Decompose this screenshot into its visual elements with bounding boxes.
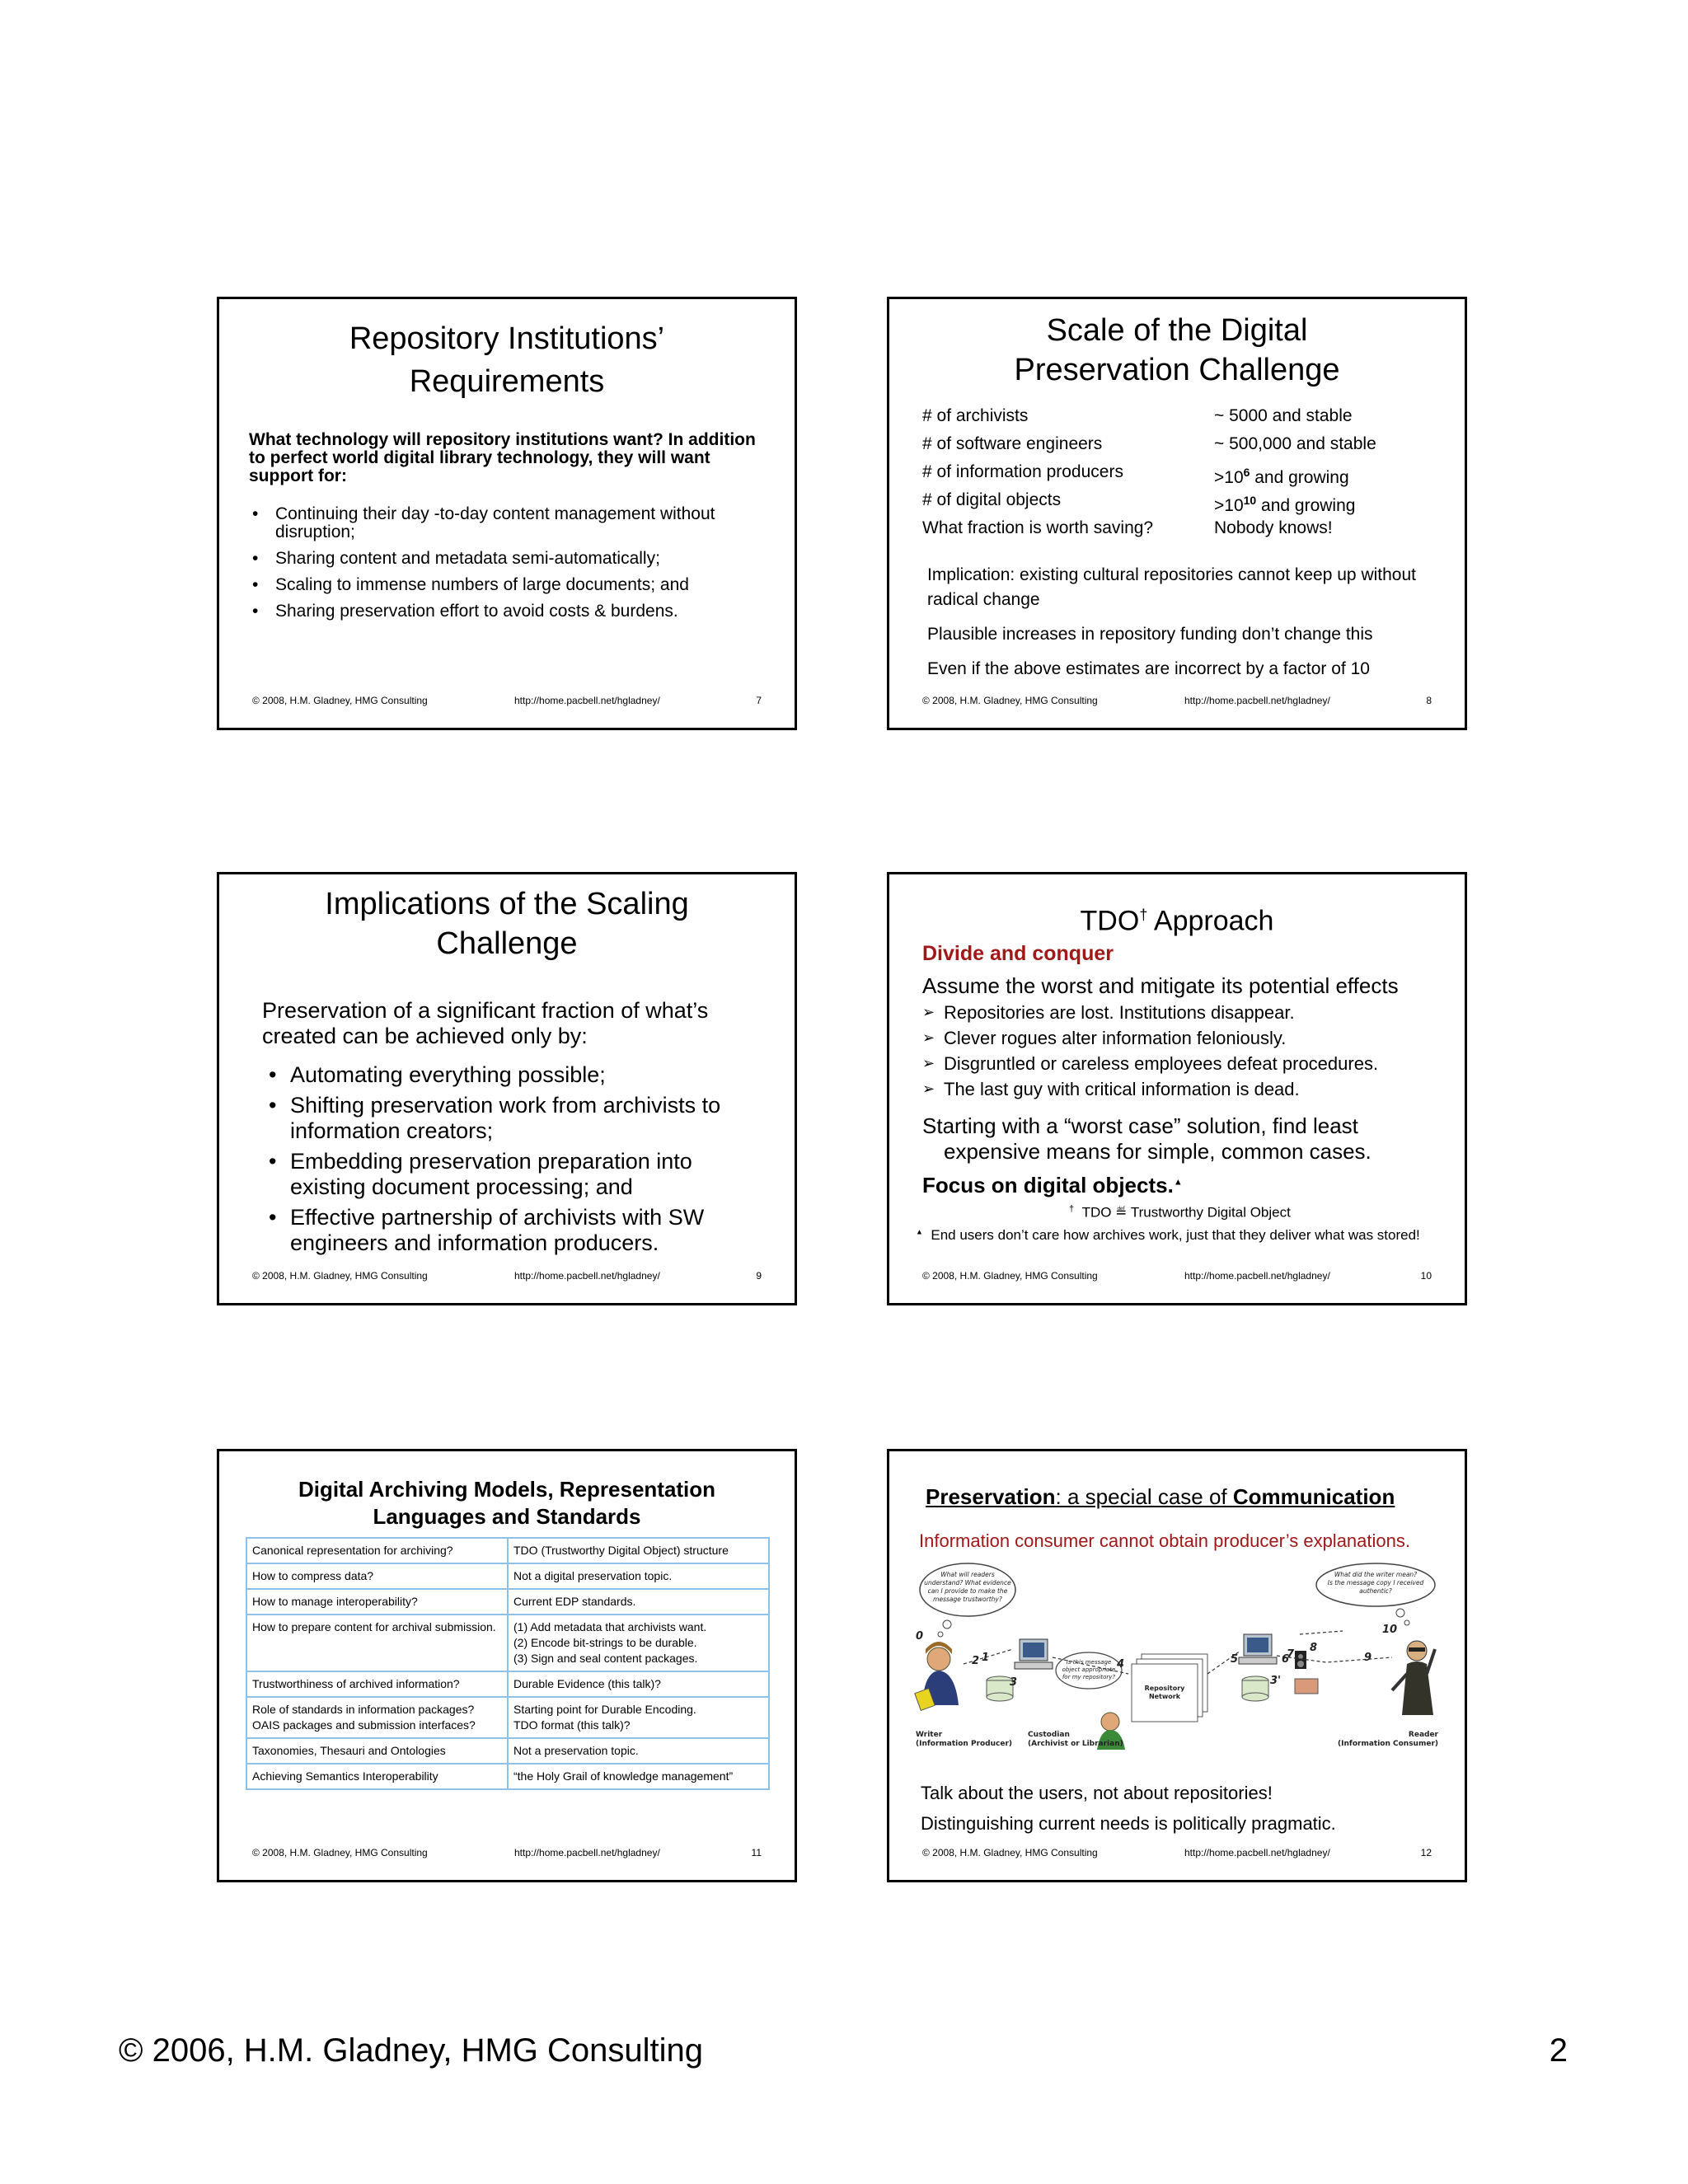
bullet-item: • Effective partnership of archivists with SW engineers and information producers. [262,1205,762,1256]
focus-text [922,1173,1183,1198]
slide-notes [921,1778,1336,1839]
computer-icon [1015,1639,1053,1669]
question-cell: Taxonomies, Thesauri and Ontologies [246,1738,508,1764]
implication-text: Plausible increases in repository funding don’t change this [927,625,1373,644]
footnote-text: End users don’t care how archives work, just that they deliver what was stored! [931,1227,1420,1243]
step-number: 1 [982,1652,990,1664]
footnote-mark: ▲ [916,1227,923,1236]
implication-text: Implication: existing cultural repositories cannot keep up without radical change [927,565,1416,609]
bubble-mid-text: for my repository? [1062,1674,1116,1680]
bullet-item: ➢ Clever rogues alter information feloniously. [922,1025,1440,1051]
database-icon [1242,1676,1268,1701]
focus-label: Focus on digital objects. [922,1173,1174,1197]
step-number: 3' [1270,1675,1282,1687]
slide-title [889,311,1465,390]
custodian-caption: (Archivist or Librarian) [1028,1740,1123,1748]
answer-cell: “the Holy Grail of knowledge management” [508,1764,769,1789]
title-text: Approach [1147,905,1274,937]
scale-row [922,430,1417,458]
slide-lead: Preservation of a significant fraction of what’s created can be achieved only by: [262,998,709,1048]
bubble-left-text: can I provide to make the [927,1587,1008,1595]
slide-footer [922,1270,1432,1283]
slide-12 [887,1449,1467,1882]
repository-label: Network [1148,1693,1181,1700]
reader-caption: (Information Consumer) [1338,1740,1438,1748]
page-number: 2 [1549,2032,1568,2069]
question-cell: Canonical representation for archiving? [246,1538,508,1563]
bullet-item: • Scaling to immense numbers of large documents; and [249,576,765,594]
footnote-2 [916,1227,1420,1244]
start-line-2: expensive means for simple, common cases. [944,1139,1372,1164]
slide-title [219,317,795,403]
worst-case-text [922,1113,1440,1165]
slide-number: 10 [1420,1270,1432,1282]
slide-11 [217,1449,797,1882]
footer-copyright: © 2008, H.M. Gladney, HMG Consulting [922,1270,1098,1282]
bullet-item: ➢ Repositories are lost. Institutions disappear. [922,1000,1440,1025]
talk-line: Distinguishing current needs is politically pragmatic. [921,1813,1336,1834]
footnote-mark: † [1069,1204,1075,1214]
bubble-mid-text: Is this message [1066,1659,1112,1666]
table-row [246,1697,769,1738]
slide-number: 11 [751,1847,762,1858]
bubble-left-text: message trustworthy? [933,1596,1002,1603]
bullet-item: ➢ Disgruntled or careless employees defeat procedures. [922,1051,1440,1076]
repository-label: Repository [1144,1685,1185,1692]
step-number: 7 [1287,1648,1295,1661]
bullet-item: • Embedding preservation preparation into existing document processing; and [262,1149,762,1200]
slide-number: 7 [756,695,762,706]
talk-line: Talk about the users, not about repositories! [921,1783,1273,1803]
bullet-item: • Automating everything possible; [262,1062,762,1088]
page-footer: © 2006, H.M. Gladney, HMG Consulting [119,2032,704,2069]
slide-footer [252,1847,762,1860]
step-number: 0 [916,1630,924,1643]
slide-number: 8 [1426,695,1432,706]
table-row [246,1538,769,1563]
step-number: 5 [1231,1653,1239,1666]
bubble-left-text: understand? What evidence [924,1579,1011,1586]
title-line-2: Requirements [409,364,605,399]
bubble-right-text: What did the writer mean? [1334,1571,1418,1578]
slide-9 [217,872,797,1305]
standards-table [246,1537,770,1790]
step-number: 3 [1010,1676,1018,1689]
answer-cell: Current EDP standards. [508,1589,769,1615]
scale-table [922,402,1417,542]
slide-subtitle: Information consumer cannot obtain producer’s explanations. [919,1530,1410,1551]
table-row [246,1563,769,1589]
bullet-item: • Continuing their day -to-day content management without disruption; [249,505,765,541]
slide-footer [252,1270,762,1283]
title-line-1: Implications of the Scaling [325,887,689,921]
slide-10 [887,872,1467,1305]
bubble-dot [943,1620,951,1629]
implication-text: Even if the above estimates are incorrect by a factor of 10 [927,659,1370,678]
scale-row [922,402,1417,430]
footer-url: http://home.pacbell.net/hgladney/ [1184,695,1330,706]
writer-person-icon [915,1642,959,1710]
table-row [246,1738,769,1764]
step-number: 6 [1282,1653,1290,1666]
bubble-right-text: authentic? [1359,1587,1392,1595]
slide-footer [252,695,762,708]
footer-url: http://home.pacbell.net/hgladney/ [514,1270,660,1282]
slide-title [926,1483,1395,1511]
package-icon [1295,1679,1318,1694]
slide-intro: What technology will repository institutions want? In addition to perfect world digital library technology, they will want support for: [249,430,756,485]
scale-label: # of information producers [922,462,1123,481]
title-line-2: Preservation Challenge [1014,353,1340,387]
slide-7 [217,297,797,730]
answer-cell: (1) Add metadata that archivists want. (2) Encode bit-strings to be durable. (3) Sign and seal content packages. [508,1615,769,1671]
title-text: TDO [1080,905,1140,937]
value-suffix: and growing [1256,496,1356,515]
answer-cell: Not a preservation topic. [508,1738,769,1764]
scale-label: What fraction is worth saving? [922,518,1154,537]
scale-row [922,458,1417,486]
communication-illustration [914,1558,1438,1750]
value-base: >10 [1214,468,1244,487]
table-row [246,1615,769,1671]
slide-number: 12 [1420,1847,1432,1858]
step-number: 9 [1364,1652,1372,1664]
footnote-mark: ▲ [1173,1177,1183,1188]
scale-label: # of digital objects [922,490,1062,509]
answer-cell: Starting point for Durable Encoding. TDO format (this talk)? [508,1697,769,1738]
writer-caption: Writer [916,1731,943,1739]
bubble-left-text: What will readers [940,1571,995,1578]
bullet-list [249,505,765,629]
scale-label: # of software engineers [922,434,1103,453]
title-communication: Communication [1232,1484,1395,1509]
bubble-right-text: Is the message copy I received [1327,1579,1424,1586]
question-cell: How to prepare content for archival submission. [246,1615,508,1671]
footnote-1 [1069,1204,1291,1221]
scale-value: ~ 5000 and stable [1214,406,1353,425]
answer-cell: TDO (Trustworthy Digital Object) structure [508,1538,769,1563]
bullet-list [262,1062,762,1261]
value-exponent: 6 [1243,466,1250,479]
footer-copyright: © 2008, H.M. Gladney, HMG Consulting [252,1847,428,1858]
bubble-dot [938,1632,943,1637]
slide-footer [922,695,1432,708]
footer-copyright: © 2008, H.M. Gladney, HMG Consulting [922,695,1098,706]
title-line-2: Languages and Standards [373,1504,641,1529]
footnote-text: TDO ≝ Trustworthy Digital Object [1081,1204,1291,1221]
table-row [246,1764,769,1789]
implications [927,563,1437,691]
question-cell: Achieving Semantics Interoperability [246,1764,508,1789]
step-number: 8 [1310,1642,1318,1654]
table-row [246,1671,769,1697]
bullet-item: • Sharing preservation effort to avoid costs & burdens. [249,602,765,621]
dagger-mark: † [1139,907,1148,923]
reader-caption: Reader [1408,1731,1438,1739]
scale-value: Nobody knows! [1214,518,1333,537]
answer-cell: Durable Evidence (this talk)? [508,1671,769,1697]
slide-number: 9 [756,1270,762,1282]
slide-title [889,896,1465,940]
answer-cell: Not a digital preservation topic. [508,1563,769,1589]
bubble-mid-text: object appropriate [1062,1666,1116,1673]
custodian-caption: Custodian [1028,1731,1070,1739]
bullet-item: ➢ The last guy with critical information is dead. [922,1076,1440,1102]
bullet-list [922,1000,1440,1102]
bubble-dot [1404,1620,1409,1625]
reader-person-icon [1392,1641,1435,1715]
question-cell: Role of standards in information packages? OAIS packages and submission interfaces? [246,1697,508,1738]
value-suffix: and growing [1250,468,1349,487]
start-line-1: Starting with a “worst case” solution, find least [922,1113,1358,1138]
slide-8 [887,297,1467,730]
title-line-1: Scale of the Digital [1046,313,1308,348]
title-line-1: Digital Archiving Models, Representation [298,1477,716,1502]
title-preservation: Preservation [926,1484,1056,1509]
bullet-item: • Sharing content and metadata semi-automatically; [249,550,765,568]
speaker-icon [1295,1651,1306,1669]
value-base: >10 [1214,496,1244,515]
step-number: 4 [1117,1658,1125,1671]
footer-copyright: © 2008, H.M. Gladney, HMG Consulting [252,695,428,706]
footer-copyright: © 2008, H.M. Gladney, HMG Consulting [252,1270,428,1282]
step-number: 10 [1382,1624,1398,1636]
assume-text: Assume the worst and mitigate its potential effects [922,973,1399,998]
bullet-item: • Shifting preservation work from archivists to information creators; [262,1093,762,1144]
footer-url: http://home.pacbell.net/hgladney/ [514,695,660,706]
writer-caption: (Information Producer) [916,1740,1013,1748]
slide-title [219,1476,795,1530]
slide-subtitle: Divide and conquer [922,942,1114,965]
footer-url: http://home.pacbell.net/hgladney/ [1184,1847,1330,1858]
title-line-2: Challenge [436,926,578,961]
question-cell: Trustworthiness of archived information? [246,1671,508,1697]
footer-url: http://home.pacbell.net/hgladney/ [1184,1270,1330,1282]
scale-value: ~ 500,000 and stable [1214,434,1376,453]
slide-title [219,884,795,963]
question-cell: How to compress data? [246,1563,508,1589]
scale-row [922,514,1417,542]
title-line-1: Repository Institutions’ [349,321,665,356]
footer-url: http://home.pacbell.net/hgladney/ [514,1847,660,1858]
scale-label: # of archivists [922,406,1029,425]
slide-footer [922,1847,1432,1860]
question-cell: How to manage interoperability? [246,1589,508,1615]
table-row [246,1589,769,1615]
title-middle: : a special case of [1055,1484,1233,1509]
footer-copyright: © 2008, H.M. Gladney, HMG Consulting [922,1847,1098,1858]
bubble-dot [1396,1609,1404,1617]
step-number: 2 [972,1655,980,1667]
value-exponent: 10 [1243,494,1257,507]
computer-icon [1239,1634,1277,1664]
repository-network-icon [1132,1654,1207,1722]
scale-row [922,486,1417,514]
